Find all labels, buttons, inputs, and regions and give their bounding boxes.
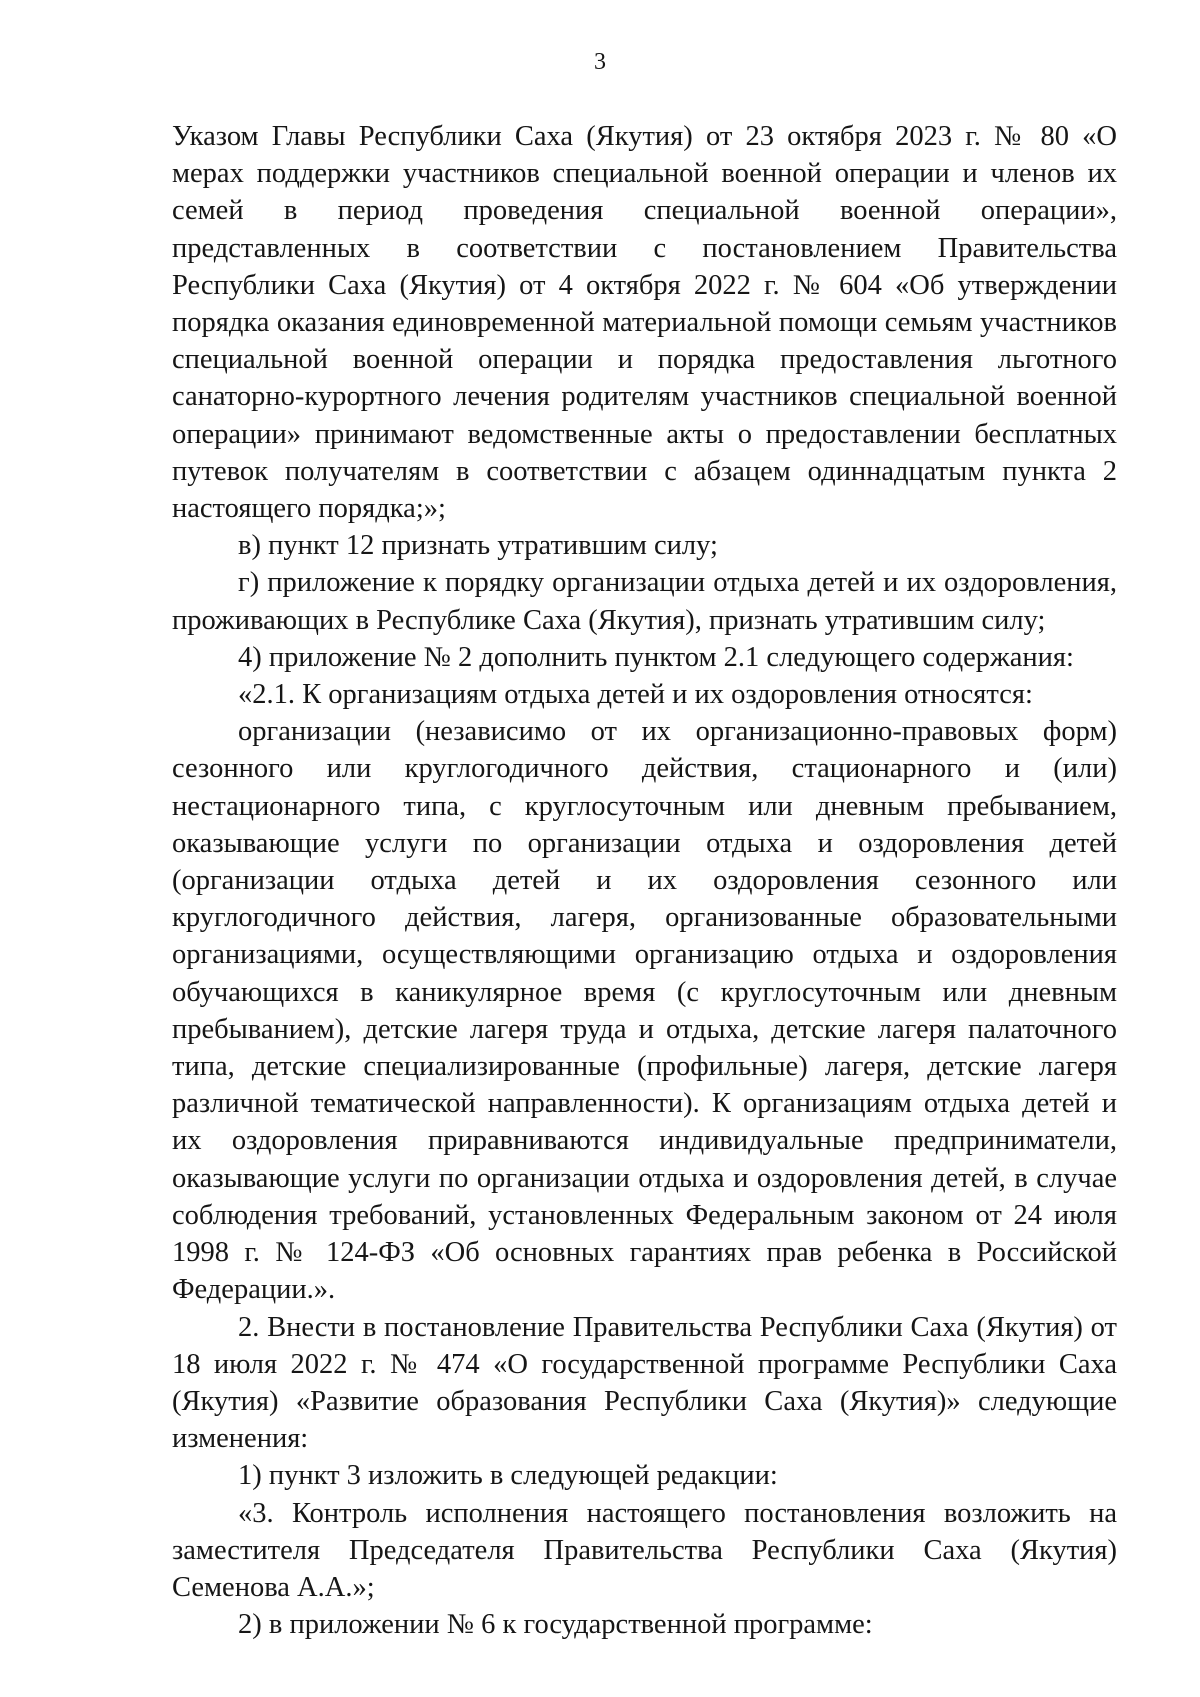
paragraph-clause-3: «3. Контроль исполнения настоящего постановления возложить на заместителя Председателя Правительства Республики Саха (Якутия) Семенова А.А.»;	[172, 1497, 1117, 1603]
paragraph-clause-2-1: «2.1. К организациям отдыха детей и их оздоровления относятся:	[238, 679, 1033, 711]
paragraph-item-1: 1) пункт 3 изложить в следующей редакции:	[238, 1460, 778, 1492]
paragraph-organizations: организации (независимо от их организационно-правовых форм) сезонного или круглогодичного действия, стационарного и (или) нестационарного типа, с круглосуточным или дневным пребыванием, оказывающие услуги по организации отдыха и оздоровления детей (организации отдыха детей и их оздоровления сезонного или круглогодичного действия, лагеря, организованные образовательными организациями, осуществляющими организацию отдыха и оздоровления обучающихся в каникулярное время (с круглосуточным или дневным пребыванием), детские лагеря труда и отдыха, детские лагеря палаточного типа, детские специализированные (профильные) лагеря, детские лагеря различной тематической направленности). К организациям отдыха детей и их оздоровления приравниваются индивидуальные предприниматели, оказывающие услуги по организации отдыха и оздоровления детей, в случае соблюдения требований, установленных Федеральным законом от 24 июля 1998 г. № 124-ФЗ «Об основных гарантиях прав ребенка в Российской Федерации.».	[172, 716, 1117, 1306]
paragraph-item-g: г) приложение к порядку организации отдыха детей и их оздоровления, проживающих в Республике Саха (Якутия), признать утратившим силу;	[172, 567, 1117, 636]
paragraph-item-2: 2) в приложении № 6 к государственной программе:	[238, 1609, 873, 1641]
paragraph-continuation: Указом Главы Республики Саха (Якутия) от 23 октября 2023 г. № 80 «О мерах поддержки участников специальной военной операции и членов их семей в период проведения специальной военной операции», представленных в соответствии с постановлением Правительства Республики Саха (Якутия) от 4 октября 2022 г. № 604 «Об утверждении порядка оказания единовременной материальной помощи семьям участников специальной военной операции и порядка предоставления льготного санаторно-курортного лечения родителям участников специальной военной операции» принимают ведомственные акты о предоставлении бесплатных путевок получателям в соответствии с абзацем одиннадцатым пункта 2 настоящего порядка;»;	[172, 121, 1117, 525]
document-body	[172, 118, 1117, 1643]
paragraph-item-v: в) пункт 12 признать утратившим силу;	[238, 530, 718, 562]
paragraph-section-2: 2. Внести в постановление Правительства Республики Саха (Якутия) от 18 июля 2022 г. № 474 «О государственной программе Республики Саха (Якутия) «Развитие образования Республики Саха (Якутия)» следующие изменения:	[172, 1311, 1117, 1455]
paragraph-item-4: 4) приложение № 2 дополнить пунктом 2.1 следующего содержания:	[238, 641, 1074, 673]
page-number: 3	[594, 49, 606, 75]
